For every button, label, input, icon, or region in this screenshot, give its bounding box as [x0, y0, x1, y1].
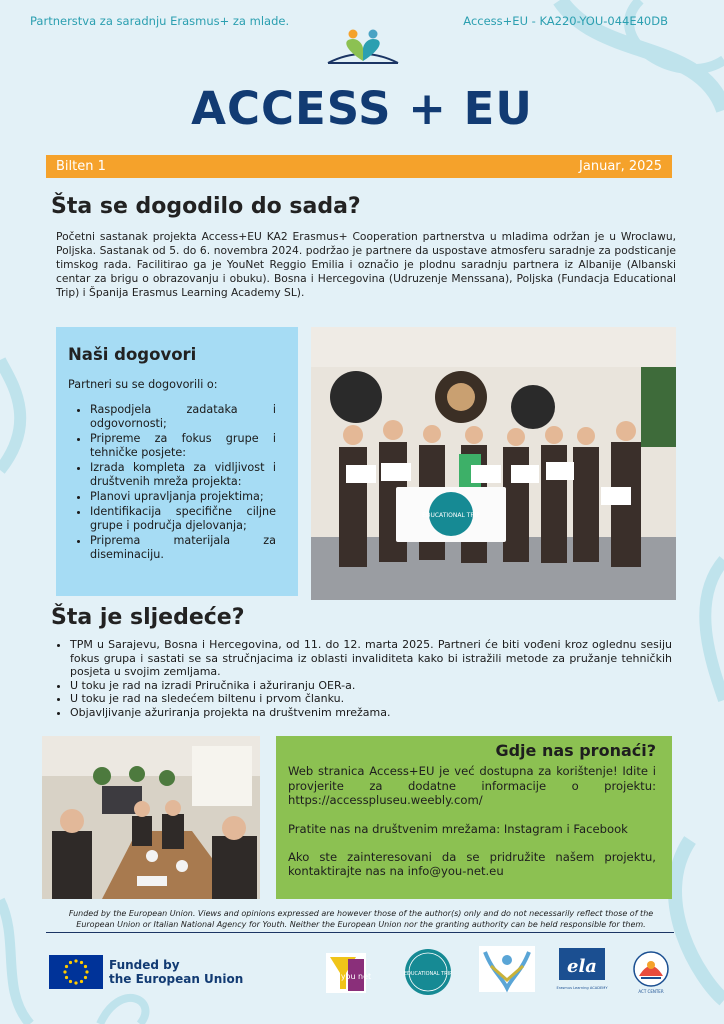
- act-center-logo: [631, 950, 671, 996]
- younet-text: you net: [340, 972, 372, 981]
- sign-text: EDUCATIONAL TRIP: [422, 512, 480, 519]
- eu-funding-logo: [49, 955, 243, 989]
- next-heading: Šta je sljedeće?: [51, 605, 245, 630]
- project-code: Access+EU - KA220-YOU-044E40DB: [463, 14, 668, 28]
- find-us-social: Pratite nas na društvenim mrežama: Instagram i Facebook: [288, 821, 628, 836]
- list-item: • TPM u Sarajevu, Bosna i Hercegovina, od 11. do 12. marta 2025. Partneri će biti vođeni kroz oglednu sesiju fokus grupa i sastati se sa stručnjacima iz oblasti invaliditeta kako bi istražili metode za pružanje tehničkih posjeta u svojim zemljama.: [70, 638, 672, 679]
- ela-text: ela: [567, 956, 597, 977]
- bulletin-date: Januar, 2025: [579, 159, 662, 174]
- agreements-lead: Partneri su se dogovorili o:: [68, 378, 218, 391]
- ela-sub-text: Erasmus Learning ACADEMY: [556, 986, 608, 990]
- agreements-heading: Naši dogovori: [68, 345, 197, 364]
- bulletin-number: Bilten 1: [56, 159, 106, 174]
- find-us-website[interactable]: Web stranica Access+EU je već dostupna za korištenje! Idite i provjerite za dodatne informacije o projektu: https://accesspluseu.weebly.com/: [288, 764, 656, 808]
- list-item: • Pripreme za fokus grupe i tehničke posjete:: [90, 432, 276, 460]
- find-us-box: [276, 736, 672, 899]
- list-item: • Planovi upravljanja projektima;: [90, 490, 276, 504]
- so-far-heading: Šta se dogodilo do sada?: [51, 194, 361, 219]
- eu-text-line2: the European Union: [109, 972, 244, 986]
- edutrip-text: EDUCATIONAL TRIP: [403, 971, 453, 977]
- educational-trip-logo: [404, 948, 452, 996]
- eu-text-line1: Funded by: [109, 958, 180, 972]
- list-item: • Objavljivanje ažuriranja projekta na društvenim mrežama.: [70, 706, 672, 720]
- access-eu-logo-icon: [326, 27, 400, 67]
- eu-flag-icon: [49, 955, 103, 989]
- list-item: • Priprema materijala za diseminaciju.: [90, 534, 276, 562]
- newsletter-title: ACCESS + EU: [191, 82, 533, 135]
- agreements-list: [68, 403, 276, 562]
- agreements-box: [56, 327, 298, 596]
- act-text: ACT CENTER: [638, 989, 664, 994]
- younet-logo: [326, 951, 372, 995]
- list-item: • U toku je rad na izradi Priručnika i ažuriranju OER-a.: [70, 679, 672, 693]
- list-item: • Identifikacija specifične ciljne grupe i područja djelovanja;: [90, 505, 276, 533]
- eu-disclaimer: Funded by the European Union. Views and opinions expressed are however those of the author(s) only and do not necessarily reflect those of the European Union or Italian National Agency for Youth. Neither the European Union nor the granting authority can be held responsible for them.: [68, 909, 654, 929]
- list-item: • Izrada kompleta za vidljivost i društvenih mreža projekta:: [90, 461, 276, 489]
- menssana-logo: [479, 946, 535, 992]
- group-photo: [311, 327, 676, 600]
- list-item: • U toku je rad na sledećem biltenu i prvom članku.: [70, 692, 672, 706]
- list-item: • Raspodjela zadataka i odgovornosti;: [90, 403, 276, 431]
- find-us-heading: Gdje nas pronaći?: [495, 741, 656, 760]
- footer-divider: [46, 932, 674, 933]
- meeting-photo: [42, 736, 260, 899]
- bulletin-bar: [46, 155, 672, 178]
- so-far-text: Početni sastanak projekta Access+EU KA2 Erasmus+ Cooperation partnerstva u mladima održan je u Wroclawu, Poljska. Sastanak od 5. do 6. novembra 2024. podržao je partnere da uspostave atmosferu saradnje za podsticanje timskog rada. Facilitirao ga je YouNet Reggio Emilia i označio je plodnu saradnju partnera iz Albanije (Albanski centar za brigu o obrazovanju i obuku). Bosna i Hercegovina (Udruzenje Menssana), Poljska (Fundacja Educational Trip) i Španija Erasmus Learning Academy SL).: [56, 230, 676, 299]
- ela-logo: [557, 946, 607, 994]
- find-us-contact[interactable]: Ako ste zainteresovani da se pridružite našem projektu, kontaktirajte nas na info@you-net.eu: [288, 850, 656, 879]
- partnership-text: Partnerstva za saradnju Erasmus+ za mlade.: [30, 14, 290, 28]
- next-list: [52, 638, 672, 719]
